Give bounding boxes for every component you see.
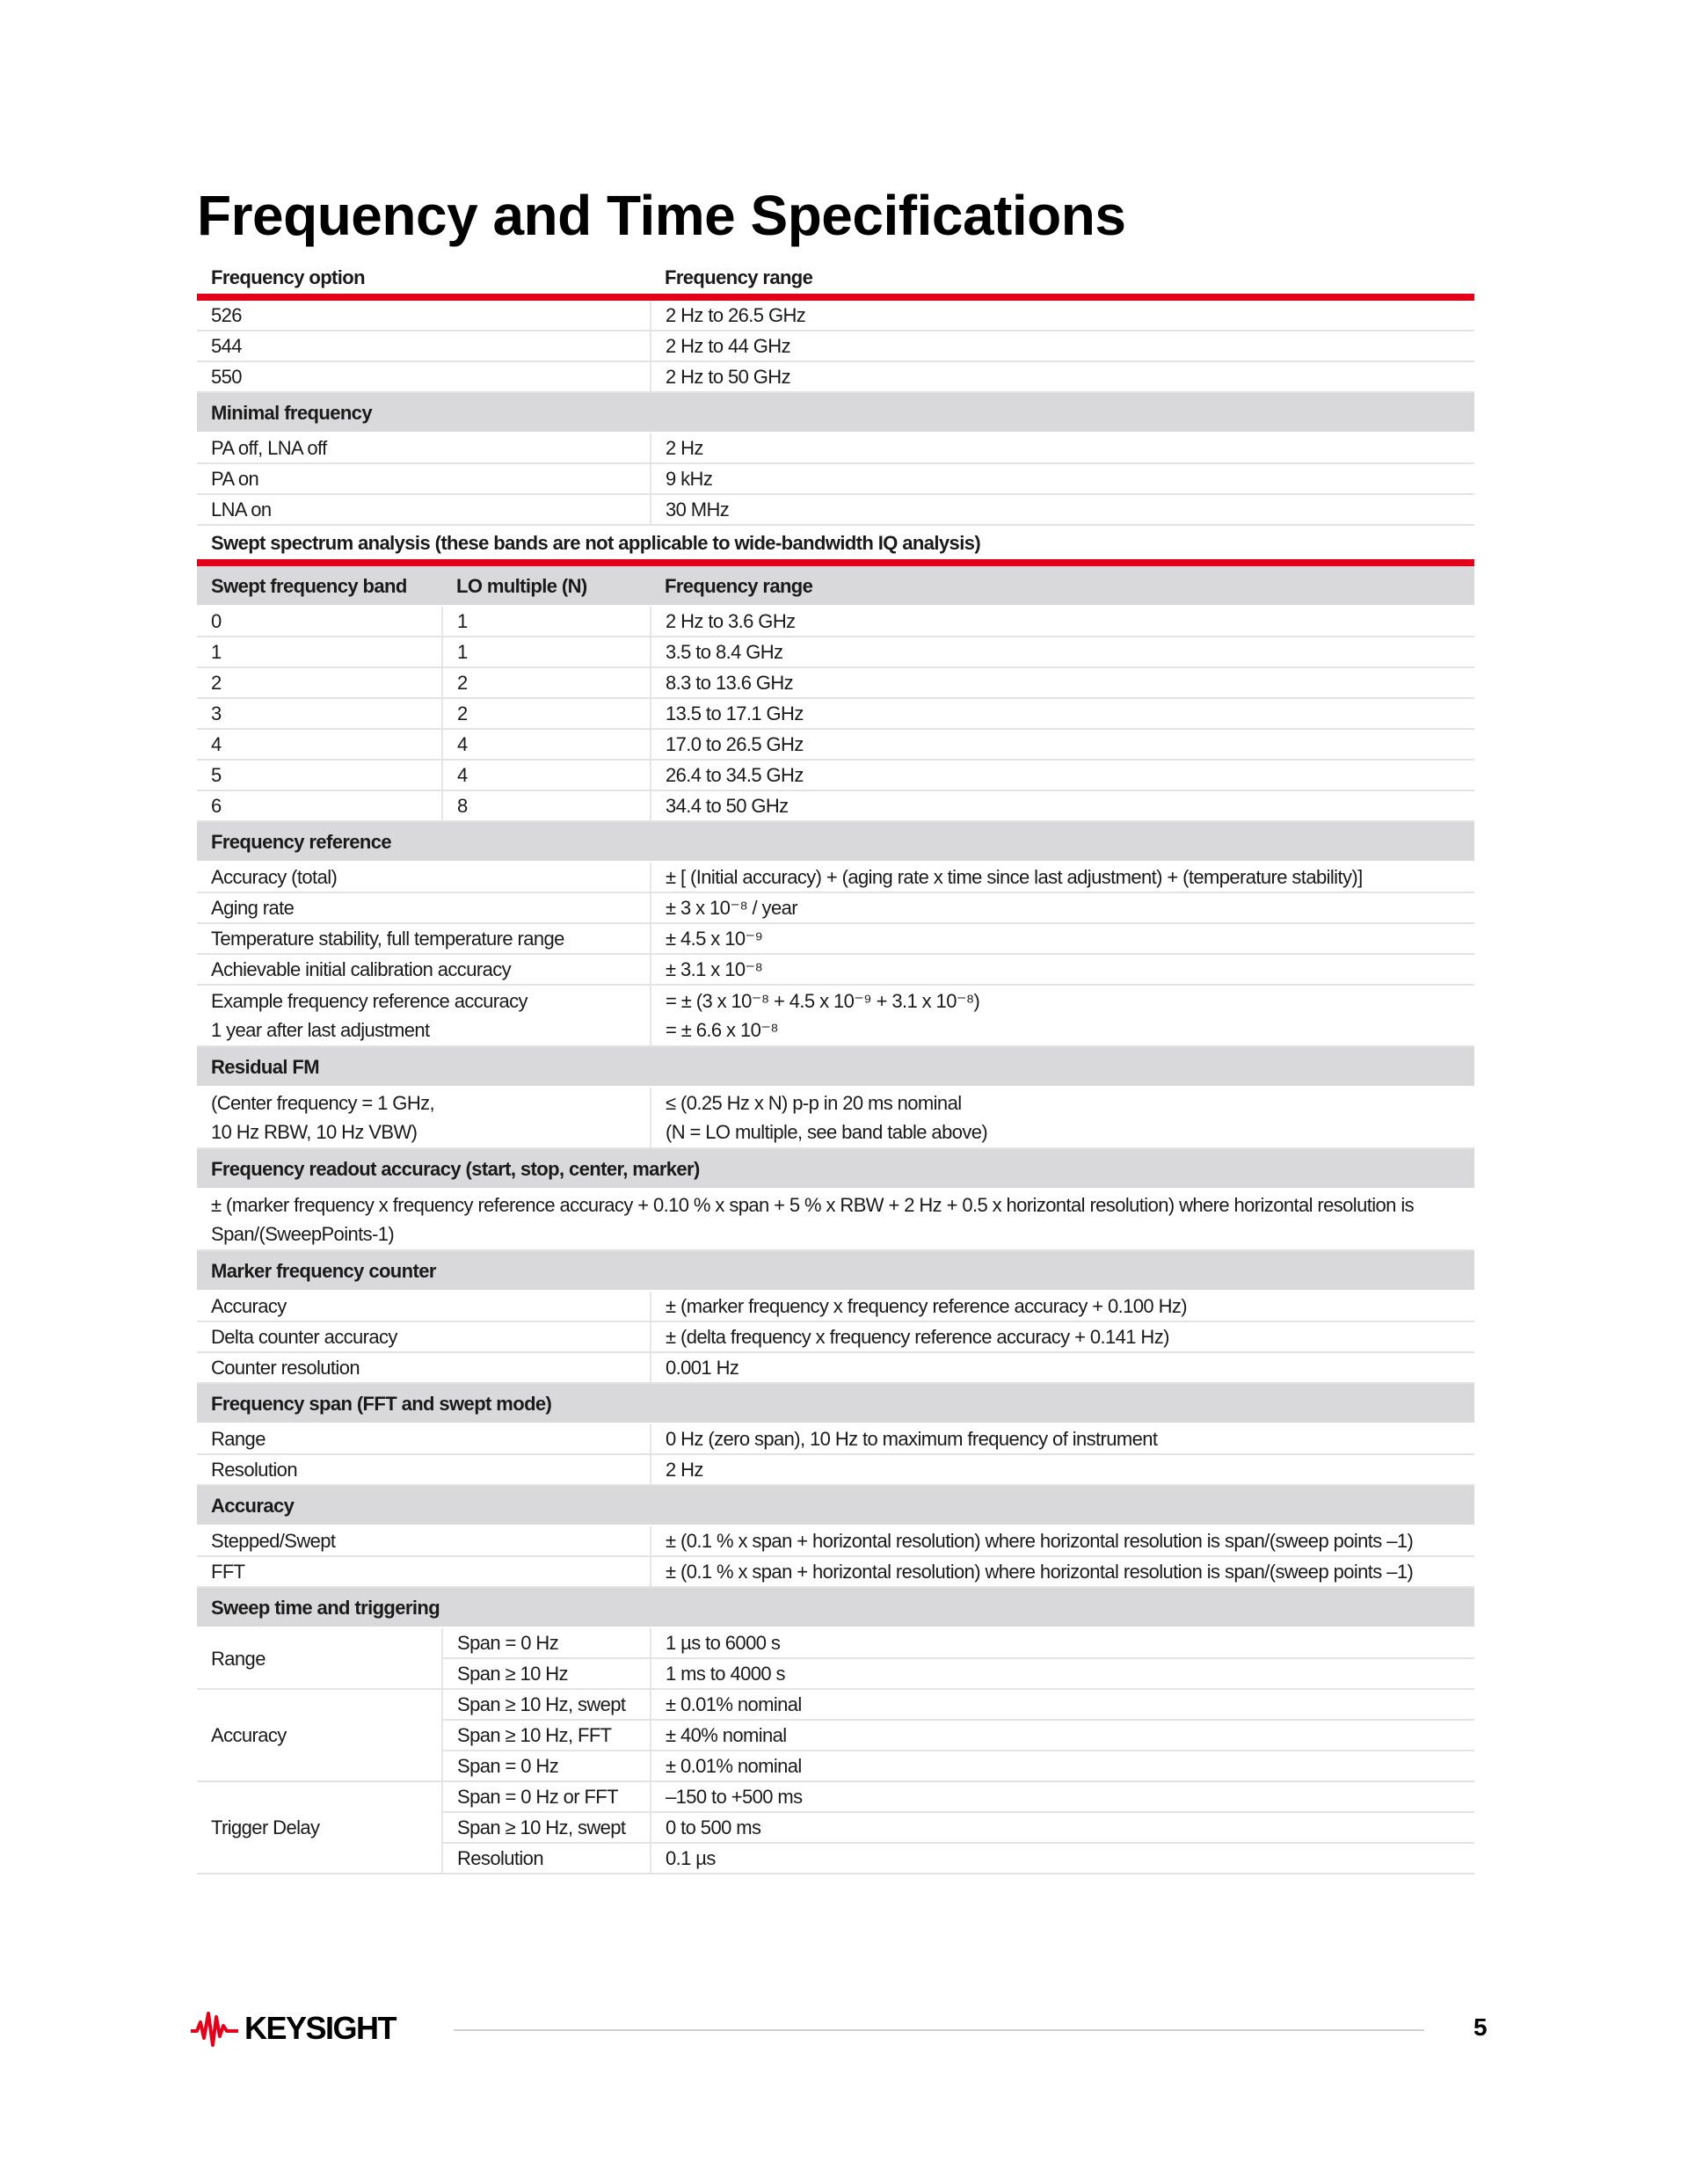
spec-label: Accuracy (total) xyxy=(197,862,651,892)
table-cell: 0 xyxy=(197,606,442,637)
spec-value xyxy=(651,985,1474,1046)
table-row xyxy=(197,606,1474,637)
spec-value: 2 Hz to 26.5 GHz xyxy=(651,297,1474,331)
table-cell: 34.4 to 50 GHz xyxy=(651,790,1474,821)
table-row xyxy=(197,923,1474,954)
section-title: Marker frequency counter xyxy=(197,1250,1474,1291)
table-cell: 1 xyxy=(442,606,651,637)
spec-value: 1 µs to 6000 s xyxy=(651,1627,1474,1658)
table-row xyxy=(197,1291,1474,1321)
text-line: 10 Hz RBW, 10 Hz VBW) xyxy=(211,1121,418,1143)
table-cell: 8 xyxy=(442,790,651,821)
text-line: ≤ (0.25 Hz x N) p-p in 20 ms nominal xyxy=(666,1092,962,1114)
spec-label: Counter resolution xyxy=(197,1352,651,1383)
table-row xyxy=(197,297,1474,331)
page-number: 5 xyxy=(1473,2013,1488,2041)
spec-value: ± (marker frequency x frequency reference accuracy + 0.10 % x span + 5 % x RBW + 2 Hz + 0.5 x horizontal resolution) where horizontal resolution is Span/(SweepPoints-1) xyxy=(197,1189,1474,1250)
spec-value: 30 MHz xyxy=(651,494,1474,525)
column-header: Frequency range xyxy=(651,563,1474,606)
table-row xyxy=(197,729,1474,760)
section-header xyxy=(197,1046,1474,1087)
spec-value: 2 Hz xyxy=(651,1454,1474,1485)
section-title: Frequency span (FFT and swept mode) xyxy=(197,1383,1474,1423)
table-cell: 8.3 to 13.6 GHz xyxy=(651,667,1474,698)
table-cell: 2 Hz to 3.6 GHz xyxy=(651,606,1474,637)
brand-name: KEYSIGHT xyxy=(244,2010,397,2046)
table-row xyxy=(197,463,1474,494)
spec-label: PA on xyxy=(197,463,651,494)
spec-value: ± 3.1 x 10⁻⁸ xyxy=(651,954,1474,985)
table-row xyxy=(197,1321,1474,1352)
table-row xyxy=(197,760,1474,790)
column-header: Frequency option xyxy=(197,260,651,297)
table-row xyxy=(197,361,1474,392)
section-title: Sweep time and triggering xyxy=(197,1587,1474,1627)
spec-label: Temperature stability, full temperature range xyxy=(197,923,651,954)
section-title: Residual FM xyxy=(197,1046,1474,1087)
spec-value: ± (0.1 % x span + horizontal resolution) where horizontal resolution is span/(sweep points –1) xyxy=(651,1556,1474,1587)
section-title: Minimal frequency xyxy=(197,392,1474,433)
spec-value: ± 0.01% nominal xyxy=(651,1751,1474,1781)
spec-value: 0 to 500 ms xyxy=(651,1812,1474,1843)
table-row xyxy=(197,1189,1474,1250)
section-header xyxy=(197,563,1474,606)
section-header xyxy=(197,392,1474,433)
column-header: LO multiple (N) xyxy=(442,563,651,606)
section-title: Frequency readout accuracy (start, stop, center, marker) xyxy=(197,1148,1474,1189)
section-title-row xyxy=(197,525,1474,563)
section-header xyxy=(197,1485,1474,1525)
spec-value: ± (0.1 % x span + horizontal resolution) where horizontal resolution is span/(sweep points –1) xyxy=(651,1525,1474,1556)
section-header xyxy=(197,1250,1474,1291)
spec-label xyxy=(197,1087,651,1148)
table-cell: 4 xyxy=(442,729,651,760)
spec-label: Trigger Delay xyxy=(197,1781,442,1874)
text-line: = ± (3 x 10⁻⁸ + 4.5 x 10⁻⁹ + 3.1 x 10⁻⁸) xyxy=(666,990,980,1012)
spec-condition: Span ≥ 10 Hz, swept xyxy=(442,1812,651,1843)
spec-value: 2 Hz to 44 GHz xyxy=(651,331,1474,361)
spec-value: 0 Hz (zero span), 10 Hz to maximum frequency of instrument xyxy=(651,1423,1474,1454)
table-row xyxy=(197,1352,1474,1383)
table-row xyxy=(197,331,1474,361)
spec-condition: Span = 0 Hz xyxy=(442,1751,651,1781)
section-header xyxy=(197,1148,1474,1189)
section-title: Frequency reference xyxy=(197,821,1474,862)
spec-value: –150 to +500 ms xyxy=(651,1781,1474,1812)
table-row xyxy=(197,433,1474,463)
table-row xyxy=(197,637,1474,667)
spec-value: ± 3 x 10⁻⁸ / year xyxy=(651,892,1474,923)
spec-table xyxy=(197,260,1474,1875)
table-cell: 2 xyxy=(442,667,651,698)
table-row xyxy=(197,862,1474,892)
spec-label: Accuracy xyxy=(197,1689,442,1781)
spec-label: LNA on xyxy=(197,494,651,525)
spec-condition: Span ≥ 10 Hz, swept xyxy=(442,1689,651,1720)
text-line: (Center frequency = 1 GHz, xyxy=(211,1092,435,1114)
table-cell: 4 xyxy=(197,729,442,760)
table-row xyxy=(197,1781,1474,1812)
table-row xyxy=(197,1525,1474,1556)
spec-label: PA off, LNA off xyxy=(197,433,651,463)
spec-label: Range xyxy=(197,1627,442,1689)
table-cell: 2 xyxy=(442,698,651,729)
spec-label: Range xyxy=(197,1423,651,1454)
table-cell: 13.5 to 17.1 GHz xyxy=(651,698,1474,729)
table-cell: 2 xyxy=(197,667,442,698)
table-cell: 1 xyxy=(442,637,651,667)
section-title: Swept spectrum analysis (these bands are not applicable to wide-bandwidth IQ analysis) xyxy=(197,525,1474,563)
column-header: Swept frequency band xyxy=(197,563,442,606)
table-row xyxy=(197,954,1474,985)
page-title: Frequency and Time Specifications xyxy=(197,184,1126,247)
text-line: = ± 6.6 x 10⁻⁸ xyxy=(666,1019,778,1041)
table-cell: 5 xyxy=(197,760,442,790)
spec-label xyxy=(197,985,651,1046)
spec-value: ± 4.5 x 10⁻⁹ xyxy=(651,923,1474,954)
table-row xyxy=(197,494,1474,525)
table-cell: 17.0 to 26.5 GHz xyxy=(651,729,1474,760)
spec-label: Resolution xyxy=(197,1454,651,1485)
table-row xyxy=(197,892,1474,923)
spec-value xyxy=(651,1087,1474,1148)
spec-condition: Span = 0 Hz xyxy=(442,1627,651,1658)
section-header xyxy=(197,1383,1474,1423)
section-header xyxy=(197,821,1474,862)
spec-value: ± [ (Initial accuracy) + (aging rate x time since last adjustment) + (temperature stability)] xyxy=(651,862,1474,892)
spec-condition: Resolution xyxy=(442,1843,651,1874)
spec-label: FFT xyxy=(197,1556,651,1587)
spec-value: 2 Hz xyxy=(651,433,1474,463)
spec-value: 2 Hz to 50 GHz xyxy=(651,361,1474,392)
table-row xyxy=(197,1627,1474,1658)
table-cell: 1 xyxy=(197,637,442,667)
text-line: Example frequency reference accuracy xyxy=(211,990,528,1012)
table-row xyxy=(197,1689,1474,1720)
table-row xyxy=(197,1556,1474,1587)
table-cell: 4 xyxy=(442,760,651,790)
section-header xyxy=(197,1587,1474,1627)
table-cell: 6 xyxy=(197,790,442,821)
footer-divider xyxy=(454,2029,1424,2031)
column-header-row xyxy=(197,260,1474,297)
spec-condition: Span ≥ 10 Hz, FFT xyxy=(442,1720,651,1751)
spec-label: 550 xyxy=(197,361,651,392)
table-row xyxy=(197,698,1474,729)
spec-condition: Span = 0 Hz or FFT xyxy=(442,1781,651,1812)
spec-value: 0.1 µs xyxy=(651,1843,1474,1874)
spec-value: ± 40% nominal xyxy=(651,1720,1474,1751)
spec-label: 526 xyxy=(197,297,651,331)
spec-label: Accuracy xyxy=(197,1291,651,1321)
table-cell: 3.5 to 8.4 GHz xyxy=(651,637,1474,667)
keysight-wave-icon xyxy=(190,2008,239,2049)
table-row xyxy=(197,1423,1474,1454)
text-line: 1 year after last adjustment xyxy=(211,1019,430,1041)
spec-value: 9 kHz xyxy=(651,463,1474,494)
table-row xyxy=(197,667,1474,698)
table-cell: 3 xyxy=(197,698,442,729)
spec-value: ± 0.01% nominal xyxy=(651,1689,1474,1720)
table-row xyxy=(197,1087,1474,1148)
section-title: Accuracy xyxy=(197,1485,1474,1525)
spec-label: Aging rate xyxy=(197,892,651,923)
table-row xyxy=(197,790,1474,821)
spec-label: Achievable initial calibration accuracy xyxy=(197,954,651,985)
spec-value: ± (marker frequency x frequency reference accuracy + 0.100 Hz) xyxy=(651,1291,1474,1321)
spec-label: Stepped/Swept xyxy=(197,1525,651,1556)
column-header: Frequency range xyxy=(651,260,1474,297)
keysight-logo xyxy=(190,2008,396,2049)
table-row xyxy=(197,1454,1474,1485)
spec-label: Delta counter accuracy xyxy=(197,1321,651,1352)
spec-label: 544 xyxy=(197,331,651,361)
text-line: (N = LO multiple, see band table above) xyxy=(666,1121,988,1143)
table-cell: 26.4 to 34.5 GHz xyxy=(651,760,1474,790)
spec-value: ± (delta frequency x frequency reference accuracy + 0.141 Hz) xyxy=(651,1321,1474,1352)
spec-value: 0.001 Hz xyxy=(651,1352,1474,1383)
spec-condition: Span ≥ 10 Hz xyxy=(442,1658,651,1689)
table-row xyxy=(197,985,1474,1046)
spec-value: 1 ms to 4000 s xyxy=(651,1658,1474,1689)
